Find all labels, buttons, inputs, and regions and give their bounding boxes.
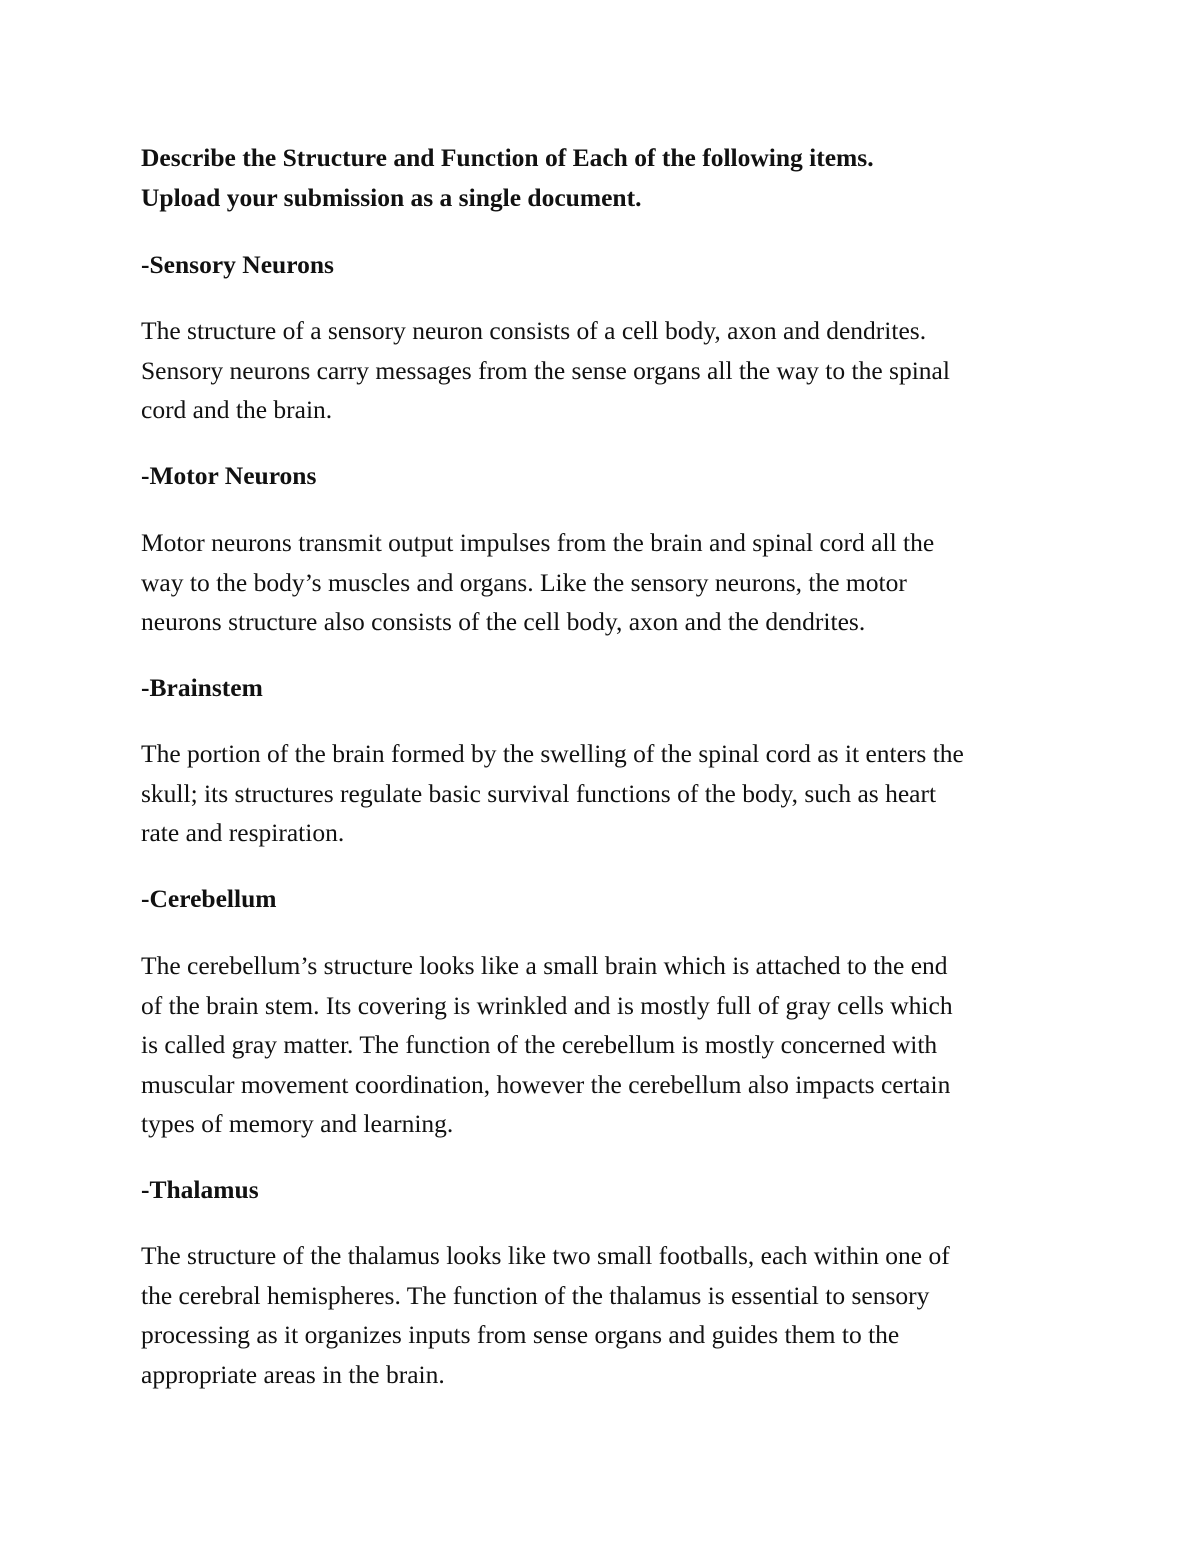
section-title-motor-neurons: -Motor Neurons [141,461,317,490]
section-body-thalamus [141,1236,1101,1394]
body-line: The structure of the thalamus looks like two small footballs, each within one of [141,1241,950,1270]
body-line: appropriate areas in the brain. [141,1359,445,1389]
section-body-motor-neurons [141,523,1101,642]
section-body-brainstem [141,734,1101,853]
body-line: way to the body’s muscles and organs. Like the sensory neurons, the motor [141,567,907,597]
body-line: The cerebellum’s structure looks like a small brain which is attached to the end [141,951,948,980]
section-body-cerebellum [141,946,1101,1144]
body-line: the cerebral hemispheres. The function of the thalamus is essential to sensory [141,1280,930,1310]
body-line: Sensory neurons carry messages from the sense organs all the way to the spinal [141,355,950,385]
body-line: The structure of a sensory neuron consists of a cell body, axon and dendrites. [141,316,927,345]
section-title-sensory-neurons: -Sensory Neurons [141,250,334,279]
body-line: Motor neurons transmit output impulses from the brain and spinal cord all the [141,528,935,557]
body-line: is called gray matter. The function of the cerebellum is mostly concerned with [141,1030,938,1059]
body-line: The portion of the brain formed by the swelling of the spinal cord as it enters the [141,739,964,768]
prompt-line: Describe the Structure and Function of Each of the following items. [141,143,874,172]
assignment-prompt [141,138,1101,218]
body-line: cord and the brain. [141,395,333,424]
section-title-cerebellum: -Cerebellum [141,884,277,913]
section-title-thalamus: -Thalamus [141,1175,259,1204]
body-line: skull; its structures regulate basic survival functions of the body, such as heart [141,778,937,808]
section-body-sensory-neurons [141,311,1101,430]
body-line: muscular movement coordination, however the cerebellum also impacts certain [141,1069,951,1099]
body-line: types of memory and learning. [141,1109,454,1138]
body-line: rate and respiration. [141,818,345,847]
prompt-line: Upload your submission as a single document. [141,183,642,212]
body-line: processing as it organizes inputs from sense organs and guides them to the [141,1320,900,1349]
body-line: neurons structure also consists of the cell body, axon and the dendrites. [141,607,866,636]
section-title-brainstem: -Brainstem [141,673,263,702]
body-line: of the brain stem. Its covering is wrinkled and is mostly full of gray cells which [141,990,953,1020]
